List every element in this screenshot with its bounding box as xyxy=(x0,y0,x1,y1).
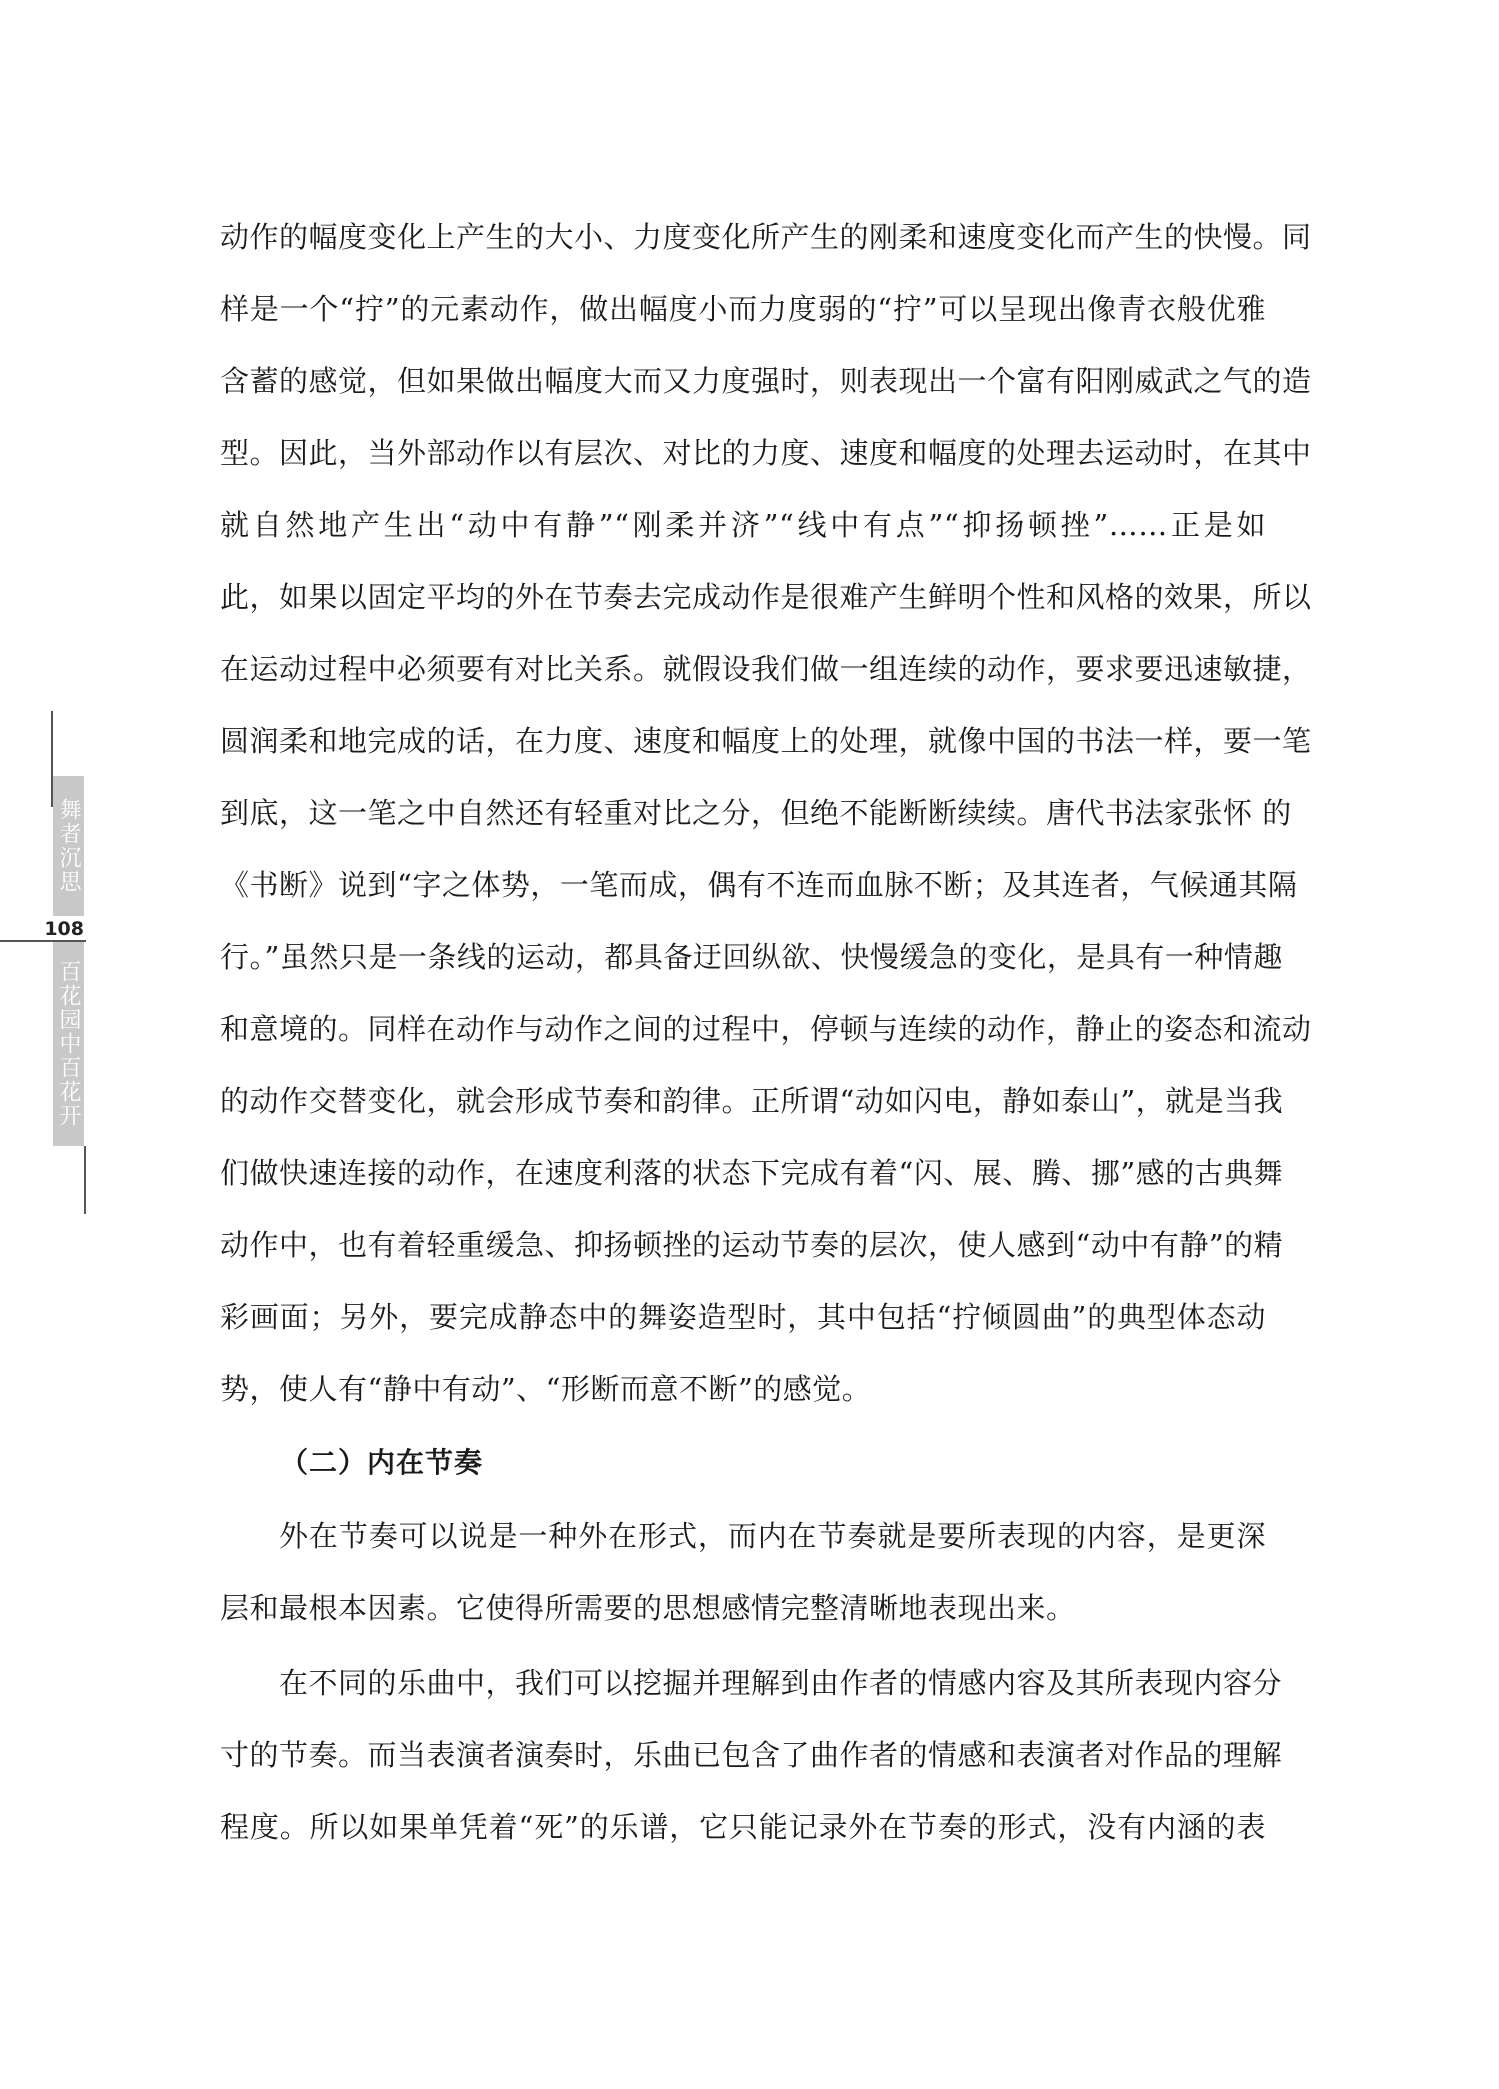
page-number: 108 xyxy=(0,916,86,942)
body-line: 含蓄的感觉，但如果做出幅度大而又力度强时，则表现出一个富有阳刚威武之气的造 xyxy=(220,364,1312,398)
body-line: 就自然地产生出“动中有静”“刚柔并济”“线中有点”“抑扬顿挫”……正是如 xyxy=(220,508,1266,542)
body-line: 们做快速连接的动作，在速度利落的状态下完成有着“闪、展、腾、挪”感的古典舞 xyxy=(220,1156,1284,1190)
body-line: 《书断》说到“字之体势，一笔而成，偶有不连而血脉不断；及其连者，气候通其隔 xyxy=(220,868,1298,902)
side-book-title: 舞者沉思 xyxy=(53,776,84,916)
body-line: 圆润柔和地完成的话，在力度、速度和幅度上的处理，就像中国的书法一样，要一笔 xyxy=(220,724,1312,758)
body-line: 势，使人有“静中有动”、“形断而意不断”的感觉。 xyxy=(220,1372,872,1406)
body-line: 层和最根本因素。它使得所需要的思想感情完整清晰地表现出来。 xyxy=(220,1591,1076,1625)
body-line: 寸的节奏。而当表演者演奏时，乐曲已包含了曲作者的情感和表演者对作品的理解 xyxy=(220,1738,1283,1772)
body-line: 在运动过程中必须要有对比关系。就假设我们做一组连续的动作，要求要迅速敏捷， xyxy=(220,652,1312,686)
body-line: 在不同的乐曲中，我们可以挖掘并理解到由作者的情感内容及其所表现内容分 xyxy=(279,1666,1283,1700)
side-rule-bottom xyxy=(84,1146,86,1214)
body-line: 动作的幅度变化上产生的大小、力度变化所产生的刚柔和速度变化而产生的快慢。同 xyxy=(220,220,1312,254)
body-line: 此，如果以固定平均的外在节奏去完成动作是很难产生鲜明个性和风格的效果，所以 xyxy=(220,580,1312,614)
body-line: 行。”虽然只是一条线的运动，都具备迂回纵欲、快慢缓急的变化，是具有一种情趣 xyxy=(220,940,1283,974)
body-line: 动作中，也有着轻重缓急、抑扬顿挫的运动节奏的层次，使人感到“动中有静”的精 xyxy=(220,1228,1284,1262)
body-line: 型。因此，当外部动作以有层次、对比的力度、速度和幅度的处理去运动时，在其中 xyxy=(220,436,1312,470)
section-heading: （二）内在节奏 xyxy=(280,1446,484,1479)
body-line: 的动作交替变化，就会形成节奏和韵律。正所谓“动如闪电，静如泰山”，就是当我 xyxy=(220,1084,1284,1118)
body-line: 彩画面；另外，要完成静态中的舞姿造型时，其中包括“拧倾圆曲”的典型体态动 xyxy=(220,1300,1266,1334)
side-chapter-title: 百花园中百花开 xyxy=(53,942,84,1146)
body-line: 和意境的。同样在动作与动作之间的过程中，停顿与连续的动作，静止的姿态和流动 xyxy=(220,1012,1312,1046)
body-line: 程度。所以如果单凭着“死”的乐谱，它只能记录外在节奏的形式，没有内涵的表 xyxy=(220,1810,1266,1844)
body-line: 外在节奏可以说是一种外在形式，而内在节奏就是要所表现的内容，是更深 xyxy=(279,1519,1266,1553)
body-line: 样是一个“拧”的元素动作，做出幅度小而力度弱的“拧”可以呈现出像青衣般优雅 xyxy=(220,292,1266,326)
body-line: 到底，这一笔之中自然还有轻重对比之分，但绝不能断断续续。唐代书法家张怀 的 xyxy=(220,796,1292,830)
